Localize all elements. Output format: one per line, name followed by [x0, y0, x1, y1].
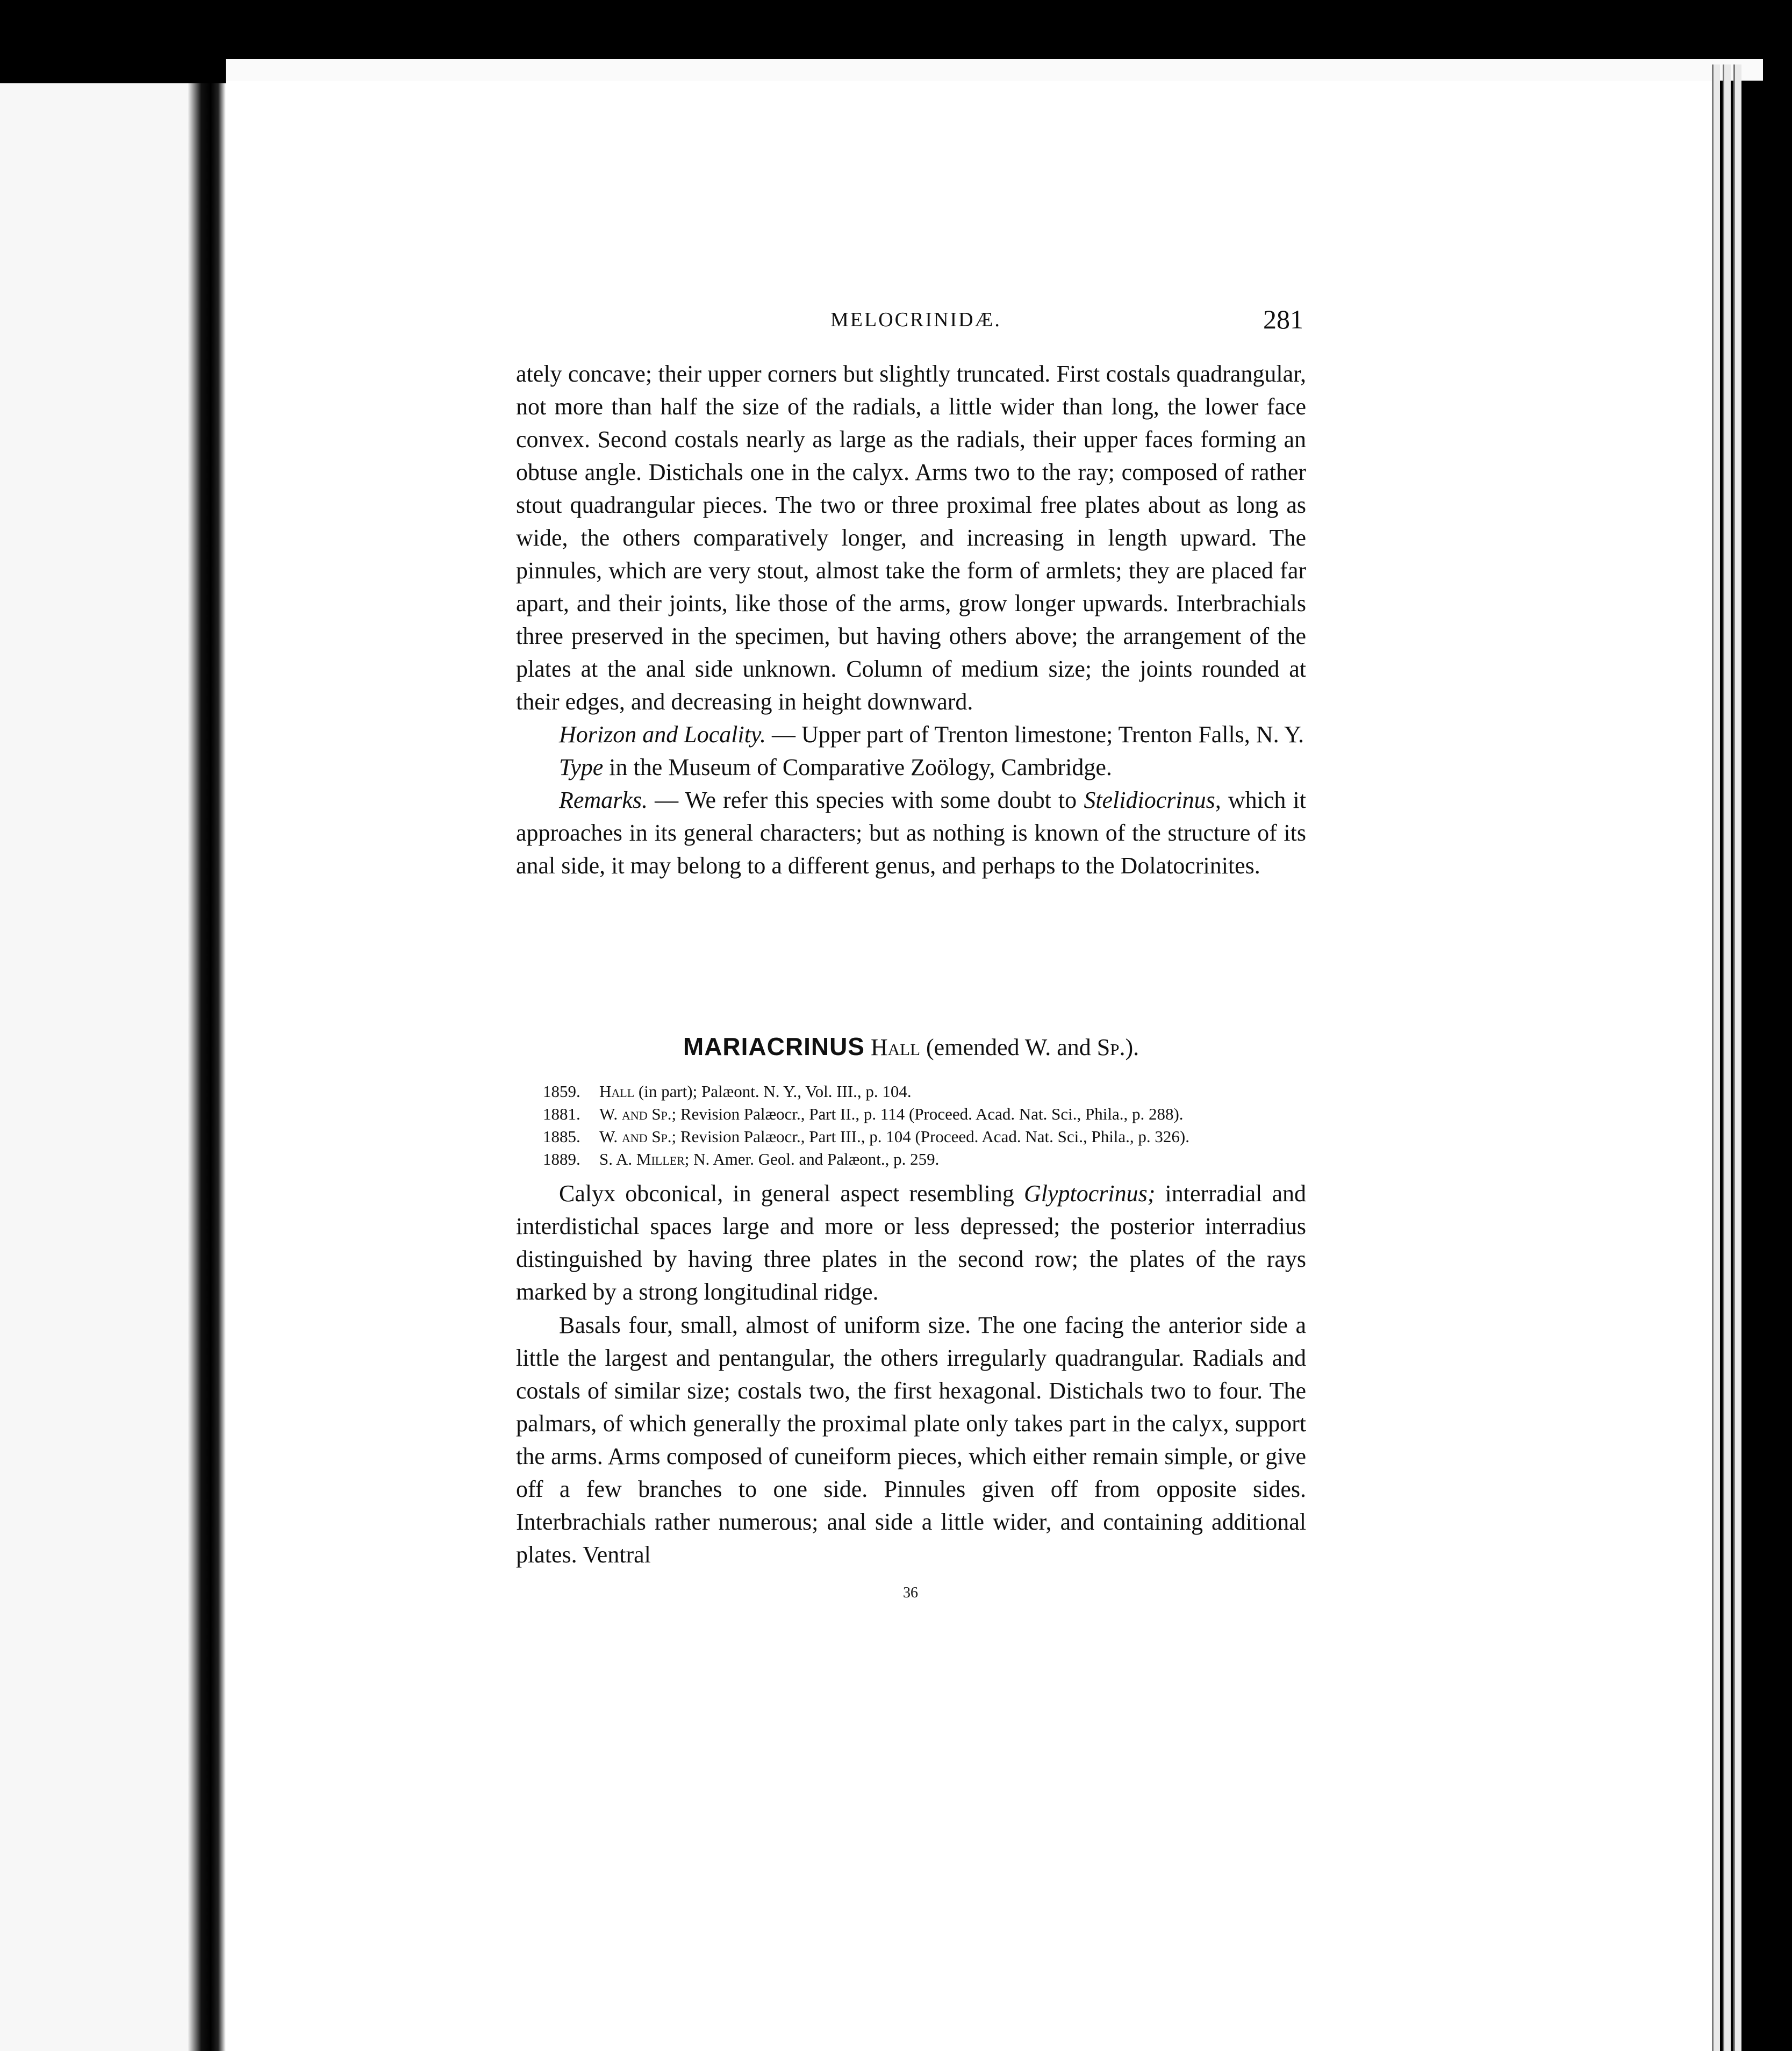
- synonymy-year: 1885.: [543, 1127, 580, 1146]
- synonymy-text: Revision Palæocr., Part III., p. 104 (Proceed. Acad. Nat. Sci., Phila., p. 326).: [676, 1127, 1189, 1146]
- genus-description: [516, 1177, 1306, 1308]
- page-edge-1: [1712, 64, 1720, 2051]
- horizon-text: — Upper part of Trenton limestone; Trenton Falls, N. Y.: [766, 721, 1304, 748]
- synonymy-author: W. and Sp.;: [599, 1127, 677, 1146]
- signature-mark: 36: [903, 1584, 918, 1601]
- horizon-label: Horizon and Locality.: [559, 721, 766, 748]
- synonymy-entry: [543, 1103, 1306, 1125]
- page-edge-2: [1723, 64, 1731, 2051]
- remarks-genus: Stelidiocrinus,: [1084, 787, 1221, 813]
- page-number: 281: [1263, 304, 1303, 334]
- synonymy-text: Revision Palæocr., Part II., p. 114 (Proceed. Acad. Nat. Sci., Phila., p. 288).: [676, 1105, 1184, 1123]
- genus-author: Hall: [870, 1034, 921, 1060]
- book-binding: [188, 83, 226, 2051]
- species-description: [516, 357, 1306, 882]
- type-label: Type: [559, 754, 604, 780]
- synonymy-list: [543, 1080, 1306, 1171]
- remarks-text-a: — We refer this species with some doubt to: [647, 787, 1084, 813]
- synonymy-author: S. A. Miller;: [599, 1150, 690, 1168]
- facing-page-edge: [0, 83, 202, 2051]
- page-edge-3: [1733, 64, 1741, 2051]
- genus-name: MARIACRINUS: [683, 1032, 865, 1060]
- description-paragraph: ately concave; their upper corners but slightly truncated. First costals quadrangular, not more than half the size of the radials, a little wider than long, the lower face convex. Second costals nearly as large as the radials, their upper faces forming an obtuse angle. Distichals one in the calyx. Arms two to the ray; composed of rather stout quadrangular pieces. The two or three proximal free plates about as long as wide, the others comparatively longer, and increasing in length upward. The pinnules, which are very stout, almost take the form of armlets; they are placed far apart, and their joints, like those of the arms, grow longer upwards. Interbrachials three preserved in the specimen, but having others above; the arrangement of the plates at the anal side unknown. Column of medium size; the joints rounded at their edges, and decreasing in height downward.: [516, 361, 1306, 715]
- type-text: in the Museum of Comparative Zoölogy, Cambridge.: [603, 754, 1112, 780]
- calyx-text-b: interradial and interdistichal spaces large and more or less depressed; the posterior interradius distinguished by having three plates in the second row; the plates of the rays marked by a strong longitudinal ridge.: [516, 1180, 1306, 1305]
- horizon-paragraph: [516, 718, 1306, 751]
- genus-emended-end: ).: [1125, 1034, 1139, 1060]
- calyx-genus: Glyptocrinus;: [1024, 1180, 1156, 1207]
- calyx-text-a: Calyx obconical, in general aspect resembling: [559, 1180, 1024, 1207]
- synonymy-year: 1889.: [543, 1150, 580, 1168]
- synonymy-entry: [543, 1080, 1306, 1103]
- synonymy-entry: [543, 1125, 1306, 1148]
- genus-emended: (emended W. and: [920, 1034, 1097, 1060]
- remarks-label: Remarks.: [559, 787, 648, 813]
- synonymy-year: 1881.: [543, 1105, 580, 1123]
- genus-heading: [516, 1032, 1306, 1061]
- synonymy-author: Hall: [599, 1082, 635, 1101]
- calyx-paragraph: [516, 1177, 1306, 1308]
- remarks-paragraph: [516, 784, 1306, 882]
- remarks-text-b: which it approaches in its general characters; but as nothing is known of the structure of its anal side, it may belong to a different genus, and perhaps to the Dolatocrinites.: [516, 787, 1307, 879]
- page-top-edge: [226, 59, 1763, 81]
- running-title: MELOCRINIDÆ.: [830, 309, 1001, 331]
- synonymy-author: W. and Sp.;: [599, 1105, 677, 1123]
- basals-paragraph: Basals four, small, almost of uniform size. The one facing the anterior side a little the largest and pentangular, the others irregularly quadrangular. Radials and costals of similar size; costals two, the first hexagonal. Distichals two to four. The palmars, of which generally the proximal plate only takes part in the calyx, support the arms. Arms composed of cuneiform pieces, which either remain simple, or give off a few branches to one side. Pinnules given off from opposite sides. Interbrachials rather numerous; anal side a little wider, and containing additional plates. Ventral: [516, 1312, 1306, 1568]
- synonymy-entry: [543, 1148, 1306, 1171]
- plates-description: [516, 1309, 1306, 1571]
- synonymy-text: (in part); Palæont. N. Y., Vol. III., p. 104.: [634, 1082, 912, 1101]
- type-paragraph: [516, 751, 1306, 784]
- synonymy-year: 1859.: [543, 1082, 580, 1101]
- running-head: [516, 304, 1303, 341]
- synonymy-text: N. Amer. Geol. and Palæont., p. 259.: [689, 1150, 940, 1168]
- genus-emended-sp: Sp.: [1096, 1034, 1126, 1060]
